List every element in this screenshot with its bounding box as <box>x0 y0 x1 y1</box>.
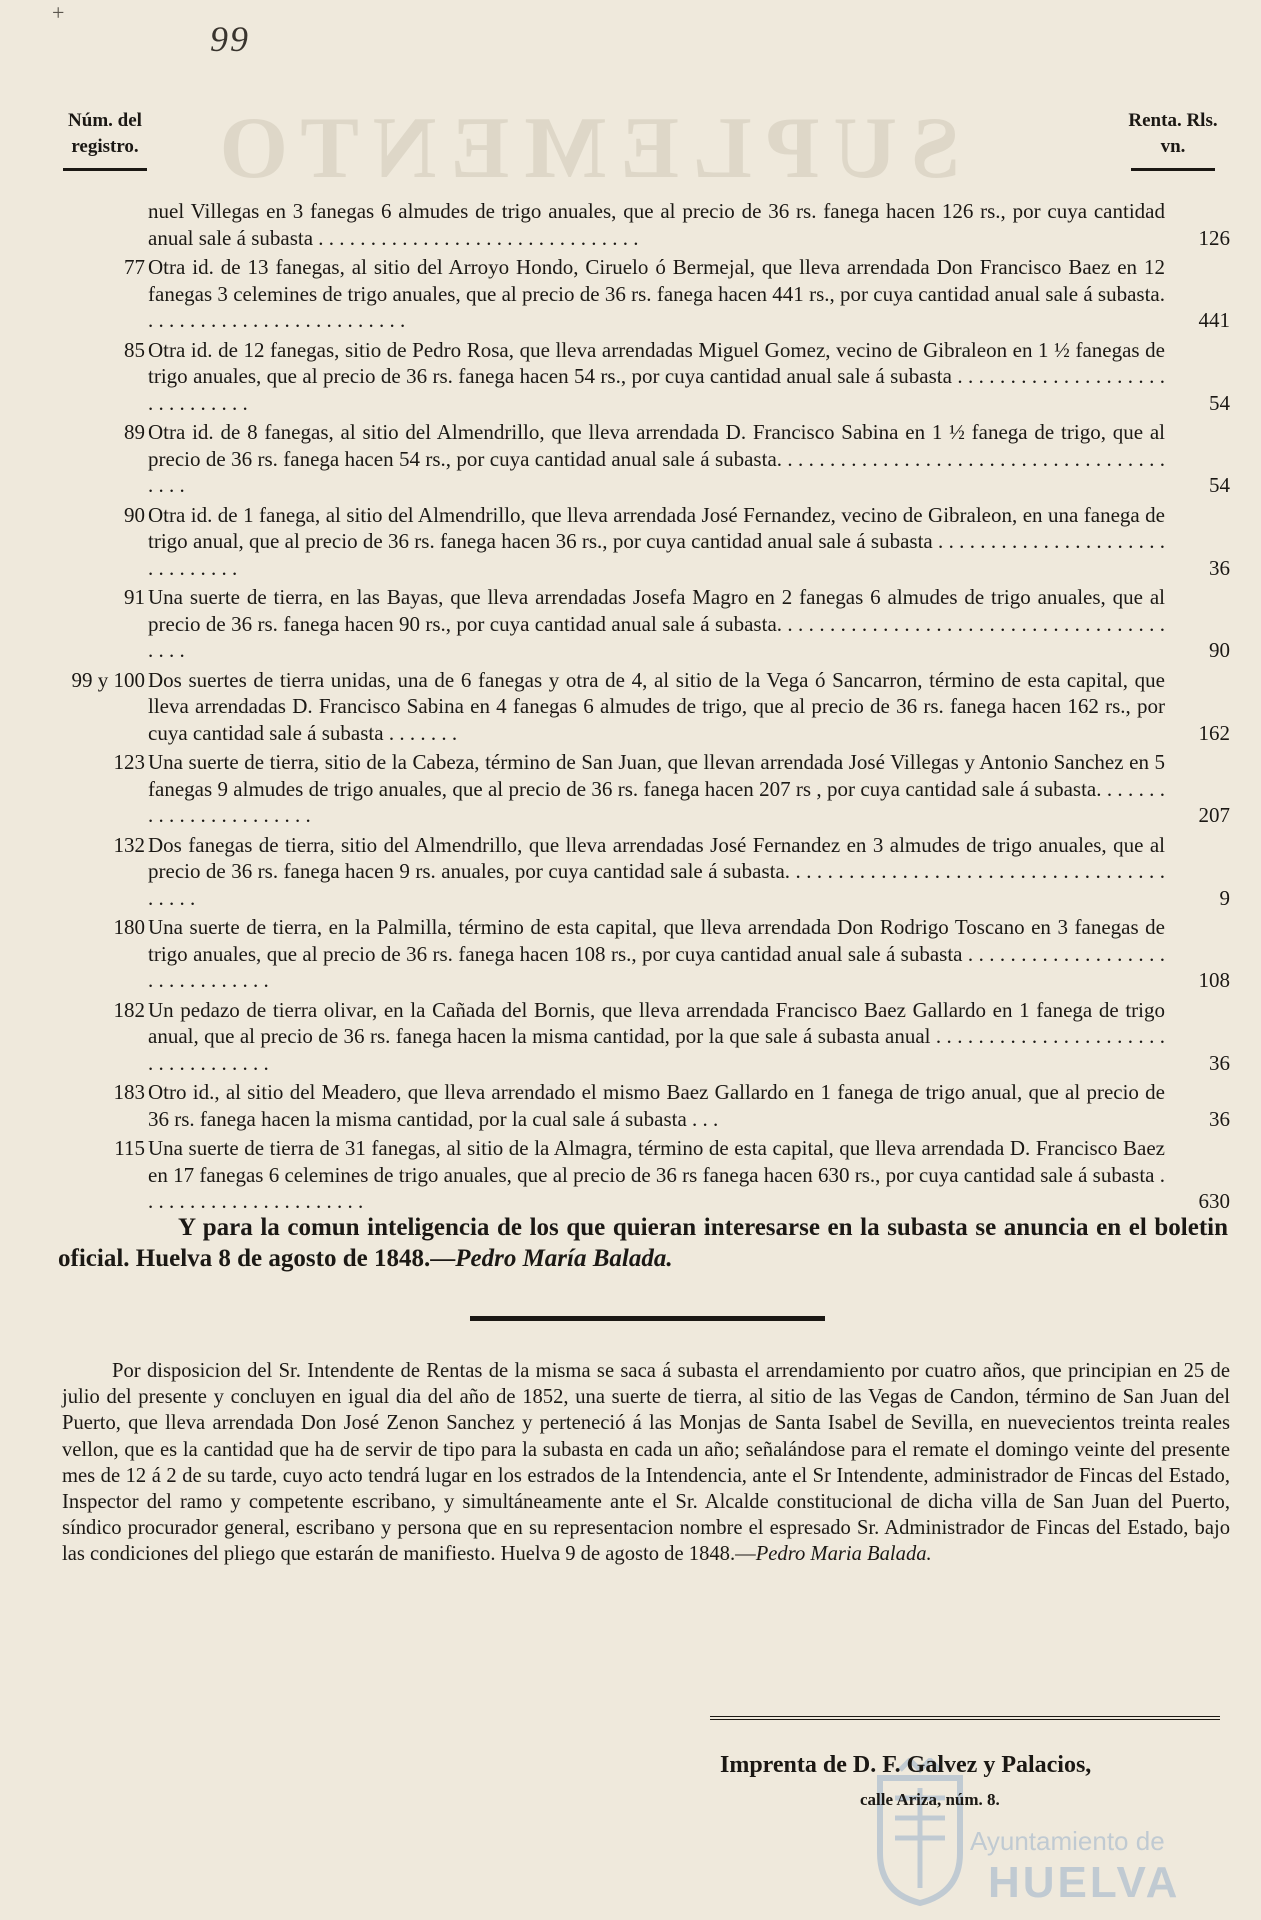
faded-title: SUPLEMENTO <box>205 100 960 197</box>
registry-entry <box>50 584 1230 664</box>
entry-amount: 162 <box>1198 720 1230 745</box>
printer-imprint: Imprenta de D. F. Galvez y Palacios, <box>720 1752 1092 1778</box>
entry-text: nuel Villegas en 3 fanegas 6 almudes de trigo anuales, que al precio de 36 rs. fanega hacen 126 rs., por cuya cantidad anual sale á subasta . . . . . . . . . . . . . . . . . . . . . . . . . . . . . . . <box>148 199 1165 250</box>
entry-text: Una suerte de tierra, en la Palmilla, término de esta capital, que lleva arrendada Don Rodrigo Toscano en 3 fanegas de trigo anuales, que al precio de 36 rs. fanega hacen 108 rs., por cuya cantidad anual sale á subasta . . . . . . . . . . . . . . . . . . . . . . . . . . . . . . . <box>148 915 1165 992</box>
announcement-signature: Pedro María Balada. <box>455 1245 673 1272</box>
entry-number: 89 <box>124 420 145 444</box>
printer-address: calle Ariza, núm. 8. <box>860 1790 1000 1809</box>
entry-number: 99 y 100 <box>71 667 145 692</box>
entry-text: Otra id. de 13 fanegas, al sitio del Arroyo Hondo, Ciruelo ó Bermejal, que lleva arrendada Don Francisco Baez en 12 fanegas 3 celemines de trigo anuales, que al precio de 36 rs. fanega hacen 441 rs., por cuya cantidad anual sale á subasta. . . . . . . . . . . . . . . . . . . . . . . . . . <box>148 255 1165 332</box>
entry-number: 180 <box>113 915 145 939</box>
registry-entry <box>50 198 1230 251</box>
entry-number: 85 <box>124 337 145 362</box>
registry-entry <box>50 1135 1230 1215</box>
registry-entry <box>50 832 1230 912</box>
entry-text: Otra id. de 8 fanegas, al sitio del Almendrillo, que lleva arrendada D. Francisco Sabina en 1 ½ fanega de trigo, que al precio de 36 rs. fanega hacen 54 rs., por cuya cantidad anual sale á subasta. . . . . . . . . . . . . . . . . . . . . . . . . . . . . . . . . . . . . . . . . <box>148 420 1165 497</box>
column-header-rule <box>1131 168 1215 171</box>
entry-amount: 108 <box>1198 968 1230 992</box>
entry-amount: 126 <box>1198 225 1230 250</box>
arrendamiento-notice <box>62 1358 1230 1568</box>
registry-entry <box>50 337 1230 417</box>
registry-entry <box>50 914 1230 994</box>
entry-text: Una suerte de tierra, sitio de la Cabeza, término de San Juan, que llevan arrendada José Villegas y Antonio Sanchez en 5 fanegas 9 almudes de trigo anuales, que al precio de 36 rs. fanega hacen 207 rs , por cuya cantidad sale á subasta. . . . . . . . . . . . . . . . . . . . . . . <box>148 750 1165 827</box>
announcement-body: Y para la comun inteligencia de los que quieran interesarse en la subasta se anuncia en el boletin oficial. Huelva 8 de agosto de 1848.— <box>58 1214 1228 1272</box>
entry-number: 123 <box>113 750 145 774</box>
registry-entry <box>50 502 1230 582</box>
entry-text: Dos fanegas de tierra, sitio del Almendrillo, que lleva arrendadas José Fernandez en 3 almudes de trigo anuales, que al precio de 36 rs. fanega hacen 9 rs. anuales, por cuya cantidad sale á subasta. . . . . . . . . . . . . . . . . . . . . . . . . . . . . . . . . . . . . . . . . <box>148 832 1165 910</box>
entry-amount: 441 <box>1198 308 1230 332</box>
entry-amount: 630 <box>1198 1189 1230 1213</box>
registry-entry <box>50 749 1230 829</box>
section-divider <box>470 1316 825 1321</box>
registry-entry <box>50 667 1230 747</box>
entry-amount: 54 <box>1209 473 1230 497</box>
entry-number: 115 <box>114 1136 145 1160</box>
column-header-renta <box>1123 108 1223 171</box>
imprint-divider <box>710 1716 1220 1723</box>
entry-text: Un pedazo de tierra olivar, en la Cañada del Bornis, que lleva arrendada Francisco Baez Gallardo en 1 fanega de trigo anual, que al precio de 36 rs. fanega hacen la misma cantidad, por la que sale á subasta anual . . . . . . . . . . . . . . . . . . . . . . . . . . . . . . . . . . <box>148 997 1165 1075</box>
watermark-line1: Ayuntamiento de <box>970 1826 1165 1856</box>
notice-body: Por disposicion del Sr. Intendente de Rentas de la misma se saca á subasta el arrendamiento por cuatro años, que principian en 25 de julio del presente y concluyen en igual dia del año de 1852, una suerte de tierra, al sitio de las Vegas de Candon, término de San Juan del Puerto, que lleva arrendada Don José Zenon Sanchez y perteneció á las Monjas de Santa Isabel de Sevilla, en nuevecientos treinta reales vellon, que es la cantidad que ha de servir de tipo para la subasta en cada un año; señalándose para el remate el domingo veinte del presente mes de 12 á 2 de su tarde, cuyo acto tendrá lugar en los estrados de la Intendencia, ante el Sr Intendente, administrador de Fincas del Estado, Inspector del ramo y competente escribano, y simultáneamente ante el Sr. Alcalde constitucional de dicha villa de San Juan del Puerto, síndico procurador general, escribano y persona que en su representacion nombre el espresado Sr. Administrador de Fincas del Estado, bajo las condiciones del pliego que estarán de manifiesto. Huelva 9 de agosto de 1848.— <box>62 1360 1230 1566</box>
entry-text: Otra id. de 12 fanegas, sitio de Pedro Rosa, que lleva arrendadas Miguel Gomez, vecino de Gibraleon en 1 ½ fanegas de trigo anuales, que al precio de 36 rs. fanega hacen 54 rs., por cuya cantidad anual sale á subasta . . . . . . . . . . . . . . . . . . . . . . . . . . . . . . <box>148 337 1165 415</box>
entry-amount: 36 <box>1209 1050 1230 1075</box>
corner-mark: + <box>52 0 65 25</box>
column-header-registro <box>50 108 160 171</box>
entry-number: 90 <box>124 502 145 527</box>
entry-text: Una suerte de tierra de 31 fanegas, al sitio de la Almagra, término de esta capital, que lleva arrendada D. Francisco Baez en 17 fanegas 6 celemines de trigo anuales, que al precio de 36 rs fanega hacen 630 rs., por cuya cantidad sale á subasta . . . . . . . . . . . . . . . . . . . . . . <box>148 1136 1165 1213</box>
coat-of-arms-icon <box>870 1758 970 1908</box>
notice-signature: Pedro Maria Balada. <box>755 1543 932 1566</box>
column-header-rule <box>63 168 147 171</box>
column-header-registro-label: Núm. del registro. <box>68 110 142 157</box>
registry-entry <box>50 1079 1230 1132</box>
entry-number: 182 <box>113 997 145 1022</box>
entry-number: 183 <box>113 1080 145 1104</box>
entry-text: Una suerte de tierra, en las Bayas, que lleva arrendadas Josefa Magro en 2 fanegas 6 almudes de trigo anuales, que al precio de 36 rs. fanega hacen 90 rs., por cuya cantidad anual sale á subasta. . . . . . . . . . . . . . . . . . . . . . . . . . . . . . . . . . . . . . . . . <box>148 585 1165 662</box>
entry-amount: 90 <box>1209 638 1230 662</box>
entry-amount: 36 <box>1209 555 1230 580</box>
entry-number: 132 <box>113 832 145 857</box>
entry-amount: 36 <box>1209 1106 1230 1131</box>
watermark-line2: HUELVA <box>988 1858 1181 1907</box>
registry-entries <box>50 198 1230 1218</box>
entry-number: 77 <box>124 255 145 279</box>
entry-text: Dos suertes de tierra unidas, una de 6 fanegas y otra de 4, al sitio de la Vega ó Sancarron, término de esta capital, que lleva arrendadas D. Francisco Sabina en 4 fanegas 6 almudes de trigo, que al precio de 36 rs. fanega hacen 162 rs., por cuya cantidad sale á subasta . . . . . . . <box>148 667 1165 745</box>
registry-entry <box>50 254 1230 334</box>
entry-amount: 54 <box>1209 390 1230 415</box>
registry-entry <box>50 419 1230 499</box>
registry-entry <box>50 997 1230 1077</box>
entry-text: Otra id. de 1 fanega, al sitio del Almendrillo, que lleva arrendada José Fernandez, vecino de Gibraleon, en una fanega de trigo anual, que al precio de 36 rs. fanega hacen 36 rs., por cuya cantidad anual sale á subasta . . . . . . . . . . . . . . . . . . . . . . . . . . . . . . . <box>148 502 1165 580</box>
entry-amount: 207 <box>1198 803 1230 827</box>
handwritten-page-number: 99 <box>210 19 250 59</box>
subasta-announcement <box>58 1212 1228 1274</box>
column-header-renta-label: Renta. Rls. vn. <box>1128 110 1218 157</box>
entry-text: Otro id., al sitio del Meadero, que lleva arrendado el mismo Baez Gallardo en 1 fanega de trigo anual, que al precio de 36 rs. fanega hacen la misma cantidad, por la cual sale á subasta . . . <box>148 1080 1165 1131</box>
entry-number: 91 <box>124 585 145 609</box>
entry-amount: 9 <box>1219 885 1230 910</box>
